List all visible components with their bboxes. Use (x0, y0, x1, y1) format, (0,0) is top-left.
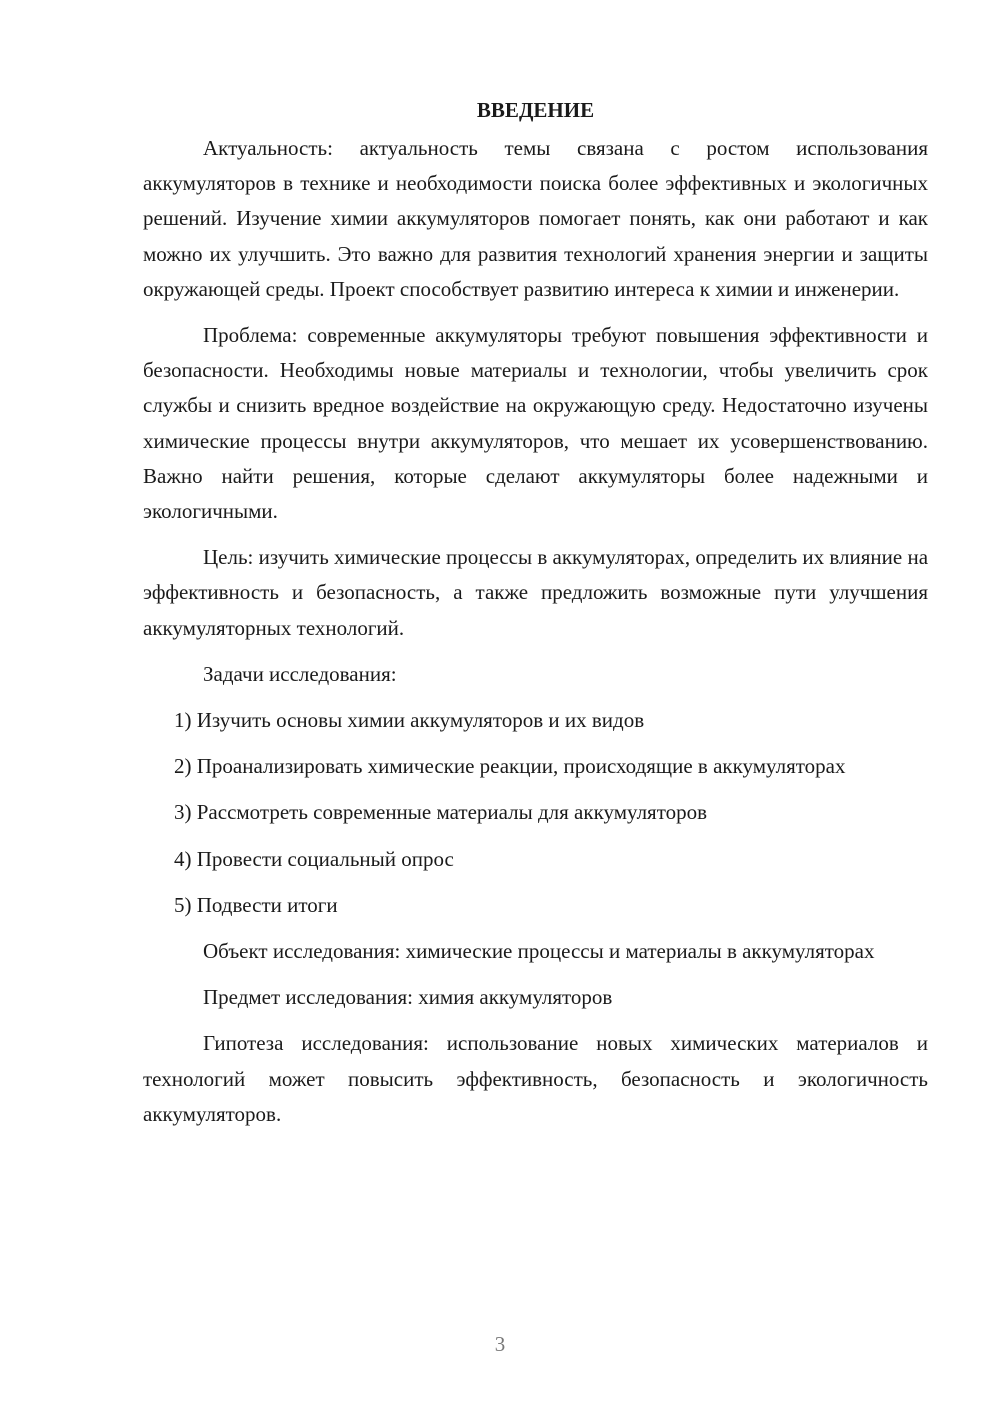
hypothesis-paragraph: Гипотеза исследования: использование новых химических материалов и технологий может повысить эффективность, безопасность и экологичность аккумуляторов. (143, 1031, 928, 1126)
document-page (143, 95, 928, 1143)
task-item: 1) Изучить основы химии аккумуляторов и их видов (174, 708, 645, 733)
problem-paragraph: Проблема: современные аккумуляторы требуют повышения эффективности и безопасности. Необходимы новые материалы и технологии, чтобы увеличить срок службы и снизить вредное воздействие на окружающую среду. Недостаточно изучены химические процессы внутри аккумуляторов, что мешает их усовершенствованию. Важно найти решения, которые сделают аккумуляторы более надежными и экологичными. (143, 323, 928, 524)
task-item: 2) Проанализировать химические реакции, происходящие в аккумуляторах (174, 754, 846, 779)
goal-paragraph: Цель: изучить химические процессы в аккумуляторах, определить их влияние на эффективность и безопасность, а также предложить возможные пути улучшения аккумуляторных технологий. (143, 545, 929, 640)
page-number: 3 (494, 1332, 506, 1356)
task-item: 4) Провести социальный опрос (174, 846, 454, 871)
relevance-paragraph: Актуальность: актуальность темы связана с ростом использования аккумуляторов в технике и необходимости поиска более эффективных и экологичных решений. Изучение химии аккумуляторов помогает понять, как они работают и как можно их улучшить. Это важно для развития технологий хранения энергии и защиты окружающей среды. Проект способствует развитию интереса к химии и инженерии. (143, 136, 928, 301)
research-object-paragraph: Объект исследования: химические процессы и материалы в аккумуляторах (203, 939, 875, 964)
tasks-heading: Задачи исследования: (203, 661, 397, 686)
page-title: ВВЕДЕНИЕ (476, 98, 595, 122)
task-item: 5) Подвести итоги (174, 892, 338, 917)
task-item: 3) Рассмотреть современные материалы для аккумуляторов (174, 800, 708, 825)
research-subject-paragraph: Предмет исследования: химия аккумуляторов (203, 985, 613, 1010)
tasks-list (143, 703, 928, 923)
